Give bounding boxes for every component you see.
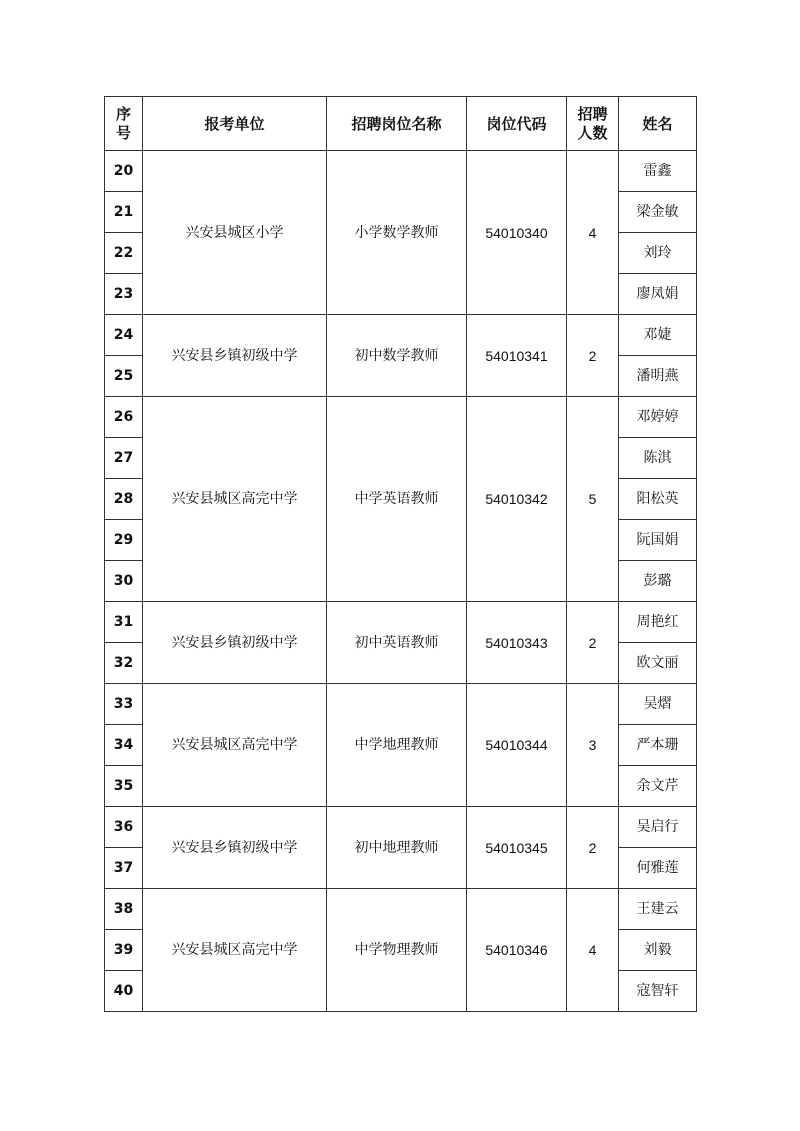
name-cell: 陈淇 bbox=[619, 438, 697, 479]
post-cell: 中学英语教师 bbox=[327, 397, 467, 602]
count-cell: 2 bbox=[567, 315, 619, 397]
seq-cell: 32 bbox=[105, 643, 143, 684]
unit-cell: 兴安县乡镇初级中学 bbox=[143, 602, 327, 684]
seq-cell: 24 bbox=[105, 315, 143, 356]
table-row bbox=[105, 807, 697, 848]
unit-cell: 兴安县乡镇初级中学 bbox=[143, 807, 327, 889]
table-row bbox=[105, 684, 697, 725]
count-cell: 5 bbox=[567, 397, 619, 602]
seq-cell: 20 bbox=[105, 151, 143, 192]
header-code: 岗位代码 bbox=[467, 97, 567, 151]
table-body bbox=[105, 151, 697, 1012]
name-cell: 彭璐 bbox=[619, 561, 697, 602]
name-cell: 刘玲 bbox=[619, 233, 697, 274]
name-cell: 潘明燕 bbox=[619, 356, 697, 397]
name-cell: 廖凤娟 bbox=[619, 274, 697, 315]
name-cell: 邓婷婷 bbox=[619, 397, 697, 438]
name-cell: 吴启行 bbox=[619, 807, 697, 848]
count-cell: 3 bbox=[567, 684, 619, 807]
code-cell: 54010340 bbox=[467, 151, 567, 315]
post-cell: 初中数学教师 bbox=[327, 315, 467, 397]
header-post: 招聘岗位名称 bbox=[327, 97, 467, 151]
seq-cell: 27 bbox=[105, 438, 143, 479]
post-cell: 初中地理教师 bbox=[327, 807, 467, 889]
seq-cell: 35 bbox=[105, 766, 143, 807]
table-row bbox=[105, 315, 697, 356]
code-cell: 54010344 bbox=[467, 684, 567, 807]
code-cell: 54010346 bbox=[467, 889, 567, 1012]
seq-cell: 23 bbox=[105, 274, 143, 315]
name-cell: 周艳红 bbox=[619, 602, 697, 643]
table-row bbox=[105, 602, 697, 643]
name-cell: 梁金敏 bbox=[619, 192, 697, 233]
seq-cell: 34 bbox=[105, 725, 143, 766]
seq-cell: 29 bbox=[105, 520, 143, 561]
unit-cell: 兴安县城区高完中学 bbox=[143, 889, 327, 1012]
post-cell: 小学数学教师 bbox=[327, 151, 467, 315]
seq-cell: 37 bbox=[105, 848, 143, 889]
code-cell: 54010342 bbox=[467, 397, 567, 602]
code-cell: 54010341 bbox=[467, 315, 567, 397]
name-cell: 严本珊 bbox=[619, 725, 697, 766]
count-cell: 4 bbox=[567, 889, 619, 1012]
name-cell: 刘毅 bbox=[619, 930, 697, 971]
seq-cell: 28 bbox=[105, 479, 143, 520]
name-cell: 阮国娟 bbox=[619, 520, 697, 561]
seq-cell: 21 bbox=[105, 192, 143, 233]
header-row bbox=[105, 97, 697, 151]
header-name: 姓名 bbox=[619, 97, 697, 151]
seq-cell: 36 bbox=[105, 807, 143, 848]
unit-cell: 兴安县城区小学 bbox=[143, 151, 327, 315]
table-row bbox=[105, 889, 697, 930]
seq-cell: 39 bbox=[105, 930, 143, 971]
name-cell: 吴熠 bbox=[619, 684, 697, 725]
seq-cell: 25 bbox=[105, 356, 143, 397]
seq-cell: 40 bbox=[105, 971, 143, 1012]
header-seq: 序 号 bbox=[105, 97, 143, 151]
unit-cell: 兴安县城区高完中学 bbox=[143, 684, 327, 807]
name-cell: 阳松英 bbox=[619, 479, 697, 520]
header-unit: 报考单位 bbox=[143, 97, 327, 151]
post-cell: 中学物理教师 bbox=[327, 889, 467, 1012]
code-cell: 54010345 bbox=[467, 807, 567, 889]
seq-cell: 38 bbox=[105, 889, 143, 930]
seq-cell: 33 bbox=[105, 684, 143, 725]
name-cell: 欧文丽 bbox=[619, 643, 697, 684]
seq-cell: 22 bbox=[105, 233, 143, 274]
name-cell: 何雅莲 bbox=[619, 848, 697, 889]
unit-cell: 兴安县乡镇初级中学 bbox=[143, 315, 327, 397]
seq-cell: 31 bbox=[105, 602, 143, 643]
table-row bbox=[105, 397, 697, 438]
name-cell: 寇智轩 bbox=[619, 971, 697, 1012]
count-cell: 2 bbox=[567, 602, 619, 684]
seq-cell: 30 bbox=[105, 561, 143, 602]
post-cell: 中学地理教师 bbox=[327, 684, 467, 807]
unit-cell: 兴安县城区高完中学 bbox=[143, 397, 327, 602]
name-cell: 邓婕 bbox=[619, 315, 697, 356]
count-cell: 2 bbox=[567, 807, 619, 889]
count-cell: 4 bbox=[567, 151, 619, 315]
seq-cell: 26 bbox=[105, 397, 143, 438]
table-header bbox=[105, 97, 697, 151]
header-count: 招聘 人数 bbox=[567, 97, 619, 151]
name-cell: 余文芹 bbox=[619, 766, 697, 807]
recruitment-roster-table bbox=[104, 96, 697, 1012]
code-cell: 54010343 bbox=[467, 602, 567, 684]
name-cell: 王建云 bbox=[619, 889, 697, 930]
post-cell: 初中英语教师 bbox=[327, 602, 467, 684]
table-row bbox=[105, 151, 697, 192]
name-cell: 雷鑫 bbox=[619, 151, 697, 192]
